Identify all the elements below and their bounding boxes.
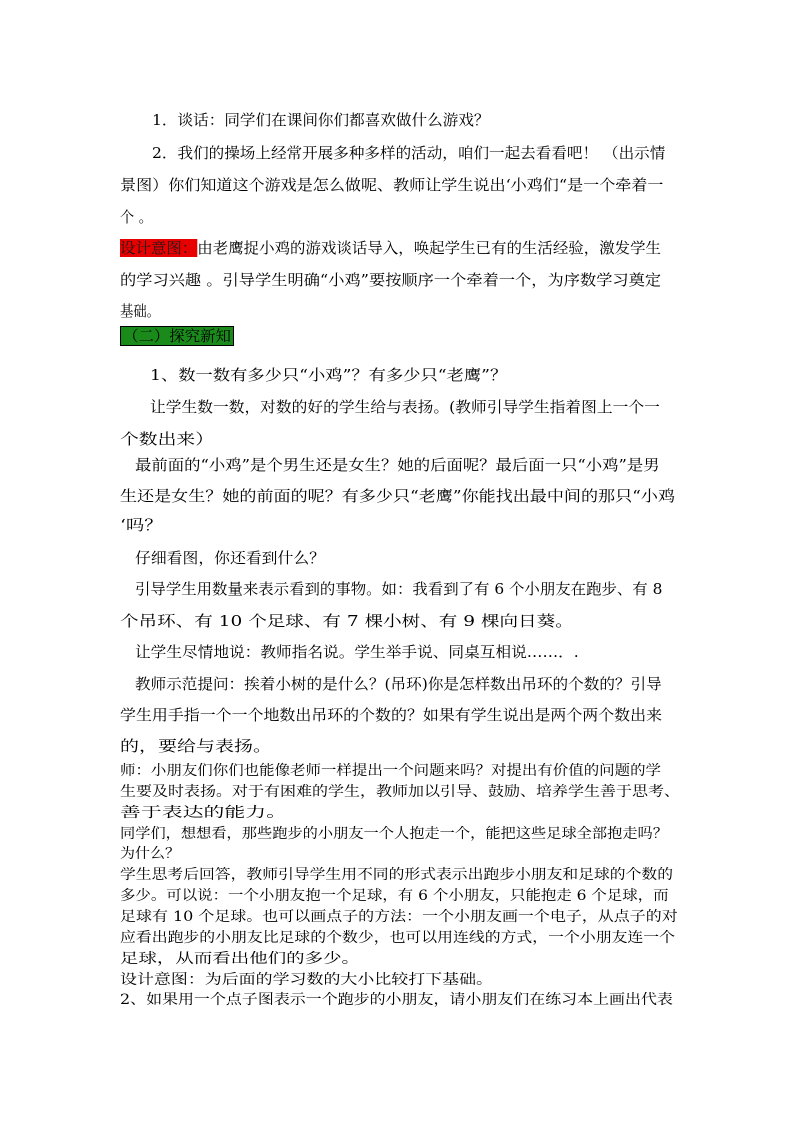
text-span: 教师示范提问：挨着小树的是什么？(吊环)你是怎样数出吊环的个数的？引导 (135, 675, 662, 693)
text-line (120, 706, 662, 724)
text-line (120, 846, 180, 863)
text-span: 最前面的“小鸡”是个男生还是女生？她的后面呢？最后面一只“小鸡”是男 (135, 456, 660, 474)
text-span: 设计意图：为后面的学习数的大小比较打下基础。 (120, 972, 493, 988)
text-line (120, 763, 661, 780)
text-span: 基础。 (120, 302, 161, 320)
section-heading: （二）探究新知 (120, 326, 234, 346)
text-line (120, 176, 663, 194)
text-span: 引导学生用数量来表示看到的事物。如：我看到了有 6 个小朋友在跑步、有 8 (135, 580, 663, 598)
text-span: 生要及时表扬。对于有困难的学生，教师加以引导、鼓励、培养学生善于思考、 (120, 784, 680, 800)
text-line (135, 456, 660, 474)
text-span: 足球有 10 个足球。也可以画点子的方法：一个小朋友画一个电子，从点子的对 (120, 909, 678, 925)
text-span: 由老鹰捉小鸡的游戏谈话导入，唤起学生已有的生活经验，激发学生 (197, 239, 662, 257)
text-span: 的学习兴趣 。引导学生明确“小鸡”要按顺序一个牵着一个，为序数学习奠定 (120, 271, 662, 289)
text-line (120, 951, 360, 968)
text-line (120, 487, 675, 505)
text-span: 同学们，想想看，那些跑步的小朋友一个人抱走一个，能把这些足球全部抱走吗？ (120, 826, 668, 842)
text-span: 2、如果用一个点子图表示一个跑步的小朋友，请小朋友们在练习本上画出代表 (120, 992, 673, 1008)
text-span: 让学生尽情地说：教师指名说。学生举手说、同桌互相说……．. (135, 643, 579, 661)
text-line (135, 643, 579, 661)
text-line (135, 675, 662, 693)
text-line (120, 516, 163, 534)
text-line (150, 398, 660, 416)
text-span: 1、数一数有多少只“小鸡”？有多少只“老鹰”？ (150, 366, 508, 384)
text-span: 善于表达的能力。 (120, 805, 287, 821)
text-span: 多少。可以说：一个小朋友抱一个足球，有 6 个小朋友，只能抱走 6 个足球，而 (120, 888, 669, 904)
text-line (120, 208, 153, 226)
text-line (120, 805, 287, 822)
text-span: 学生用手指一个一个地数出吊环的个数的？如果有学生说出是两个两个数出来 (120, 706, 663, 724)
text-line (120, 784, 680, 801)
text-line (120, 271, 661, 289)
text-line (135, 580, 662, 598)
text-line (120, 327, 234, 345)
text-span: 2．我们的操场上经常开展多种多样的活动，咱们一起去看看吧！ （出示情 (152, 144, 666, 162)
text-line (152, 111, 490, 129)
text-span: 个数出来） (120, 430, 215, 448)
text-span: 个 。 (120, 208, 153, 226)
text-line (120, 612, 574, 630)
text-line (152, 144, 665, 162)
text-line (135, 549, 325, 567)
text-line (120, 302, 160, 320)
text-span: 生还是女生？她的前面的呢？有多少只“老鹰”你能找出最中间的那只“小鸡 (120, 487, 676, 505)
text-span: ‘吗？ (120, 516, 163, 534)
text-span: 应看出跑步的小朋友比足球的个数少，也可以用连线的方式，一个小朋友连一个 (120, 930, 675, 946)
text-line (150, 366, 507, 384)
text-line (120, 430, 214, 448)
text-line (120, 992, 673, 1009)
text-span: 学生思考后回答，教师引导学生用不同的形式表示出跑步小朋友和足球的个数的 (120, 867, 673, 883)
text-span: 为什么？ (120, 846, 180, 862)
highlight-label: 设计意图： (120, 239, 198, 257)
text-span: 1．谈话：同学们在课间你们都喜欢做什么游戏？ (152, 111, 490, 129)
text-line (120, 867, 673, 884)
text-line (120, 909, 678, 926)
text-line (120, 972, 493, 989)
text-line (120, 826, 668, 843)
text-span: 让学生数一数，对数的好的学生给与表扬。(教师引导学生指着图上一个一 (150, 398, 660, 416)
text-span: 景图）你们知道这个游戏是怎么做呢、教师让学生说出‘小鸡们“是一个牵着一 (120, 176, 664, 194)
text-line (120, 888, 669, 905)
text-span: 个吊环、有 10 个足球、有 7 棵小树、有 9 棵向日葵。 (120, 612, 574, 630)
text-line (120, 930, 675, 947)
text-span: 师：小朋友们你们也能像老师一样提出一个问题来吗？对提出有价值的问题的学 (120, 763, 661, 779)
text-span: 仔细看图，你还看到什么？ (135, 549, 326, 567)
text-span: 的，要给与表扬。 (120, 737, 273, 755)
text-line (120, 737, 272, 755)
text-span: 足球，从而看出他们的多少。 (120, 951, 360, 967)
text-line (120, 239, 661, 257)
